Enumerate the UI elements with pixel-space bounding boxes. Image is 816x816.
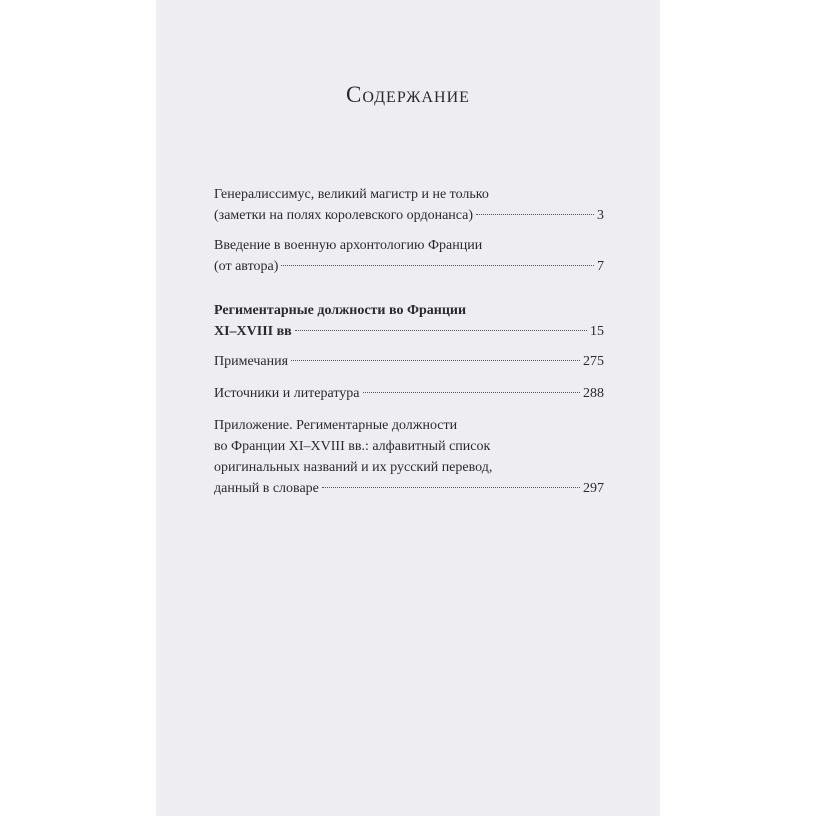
toc-entry-last-line [214,321,604,342]
toc-entry-last-line [214,205,604,226]
toc-page-number: 297 [583,481,604,496]
toc-entry-line: Приложение. Региментарные должности [214,418,458,433]
toc-entry-main-part [214,300,604,342]
toc-entry-text: Источники и литература [214,386,360,401]
dot-leader [363,392,580,393]
dot-leader [476,214,594,215]
toc-entry-line: Генералиссимус, великий магистр и не только [214,187,489,202]
toc-entry-text: (заметки на полях королевского ордонанса) [214,208,474,223]
toc-entry-text: данный в словаре [214,481,319,496]
toc-entry-line: оригинальных названий и их русский перевод, [214,460,493,475]
toc-entry-last-line [214,256,604,277]
dot-leader [295,330,587,331]
toc-entry-text: Примечания [214,354,289,369]
toc-entry-line: Региментарные должности во Франции [214,303,467,318]
toc-entry-foreword [214,184,604,226]
dot-leader [291,360,580,361]
toc-entry-line: Введение в военную архонтологию Франции [214,238,483,253]
toc-entry-line: во Франции XI–XVIII вв.: алфавитный список [214,439,491,454]
toc-title: Содержание [346,82,470,107]
toc-entry-appendix [214,415,604,499]
toc-entry-text: XI–XVIII вв [214,324,292,339]
dot-leader [281,265,594,266]
toc-entry-text: (от автора) [214,259,279,274]
toc-entry-last-line [214,351,604,372]
toc-page-number: 15 [590,324,604,339]
toc-page-number: 275 [583,354,604,369]
toc-page-number: 288 [583,386,604,401]
toc-entry-last-line [214,383,604,404]
toc-page-number: 3 [597,208,604,223]
toc-entry-notes [214,351,604,372]
dot-leader [322,487,580,488]
book-page [156,0,660,816]
toc-entry-sources [214,383,604,404]
toc-entry-last-line [214,478,604,499]
toc-entry-introduction [214,235,604,277]
toc-page-number: 7 [597,259,604,274]
